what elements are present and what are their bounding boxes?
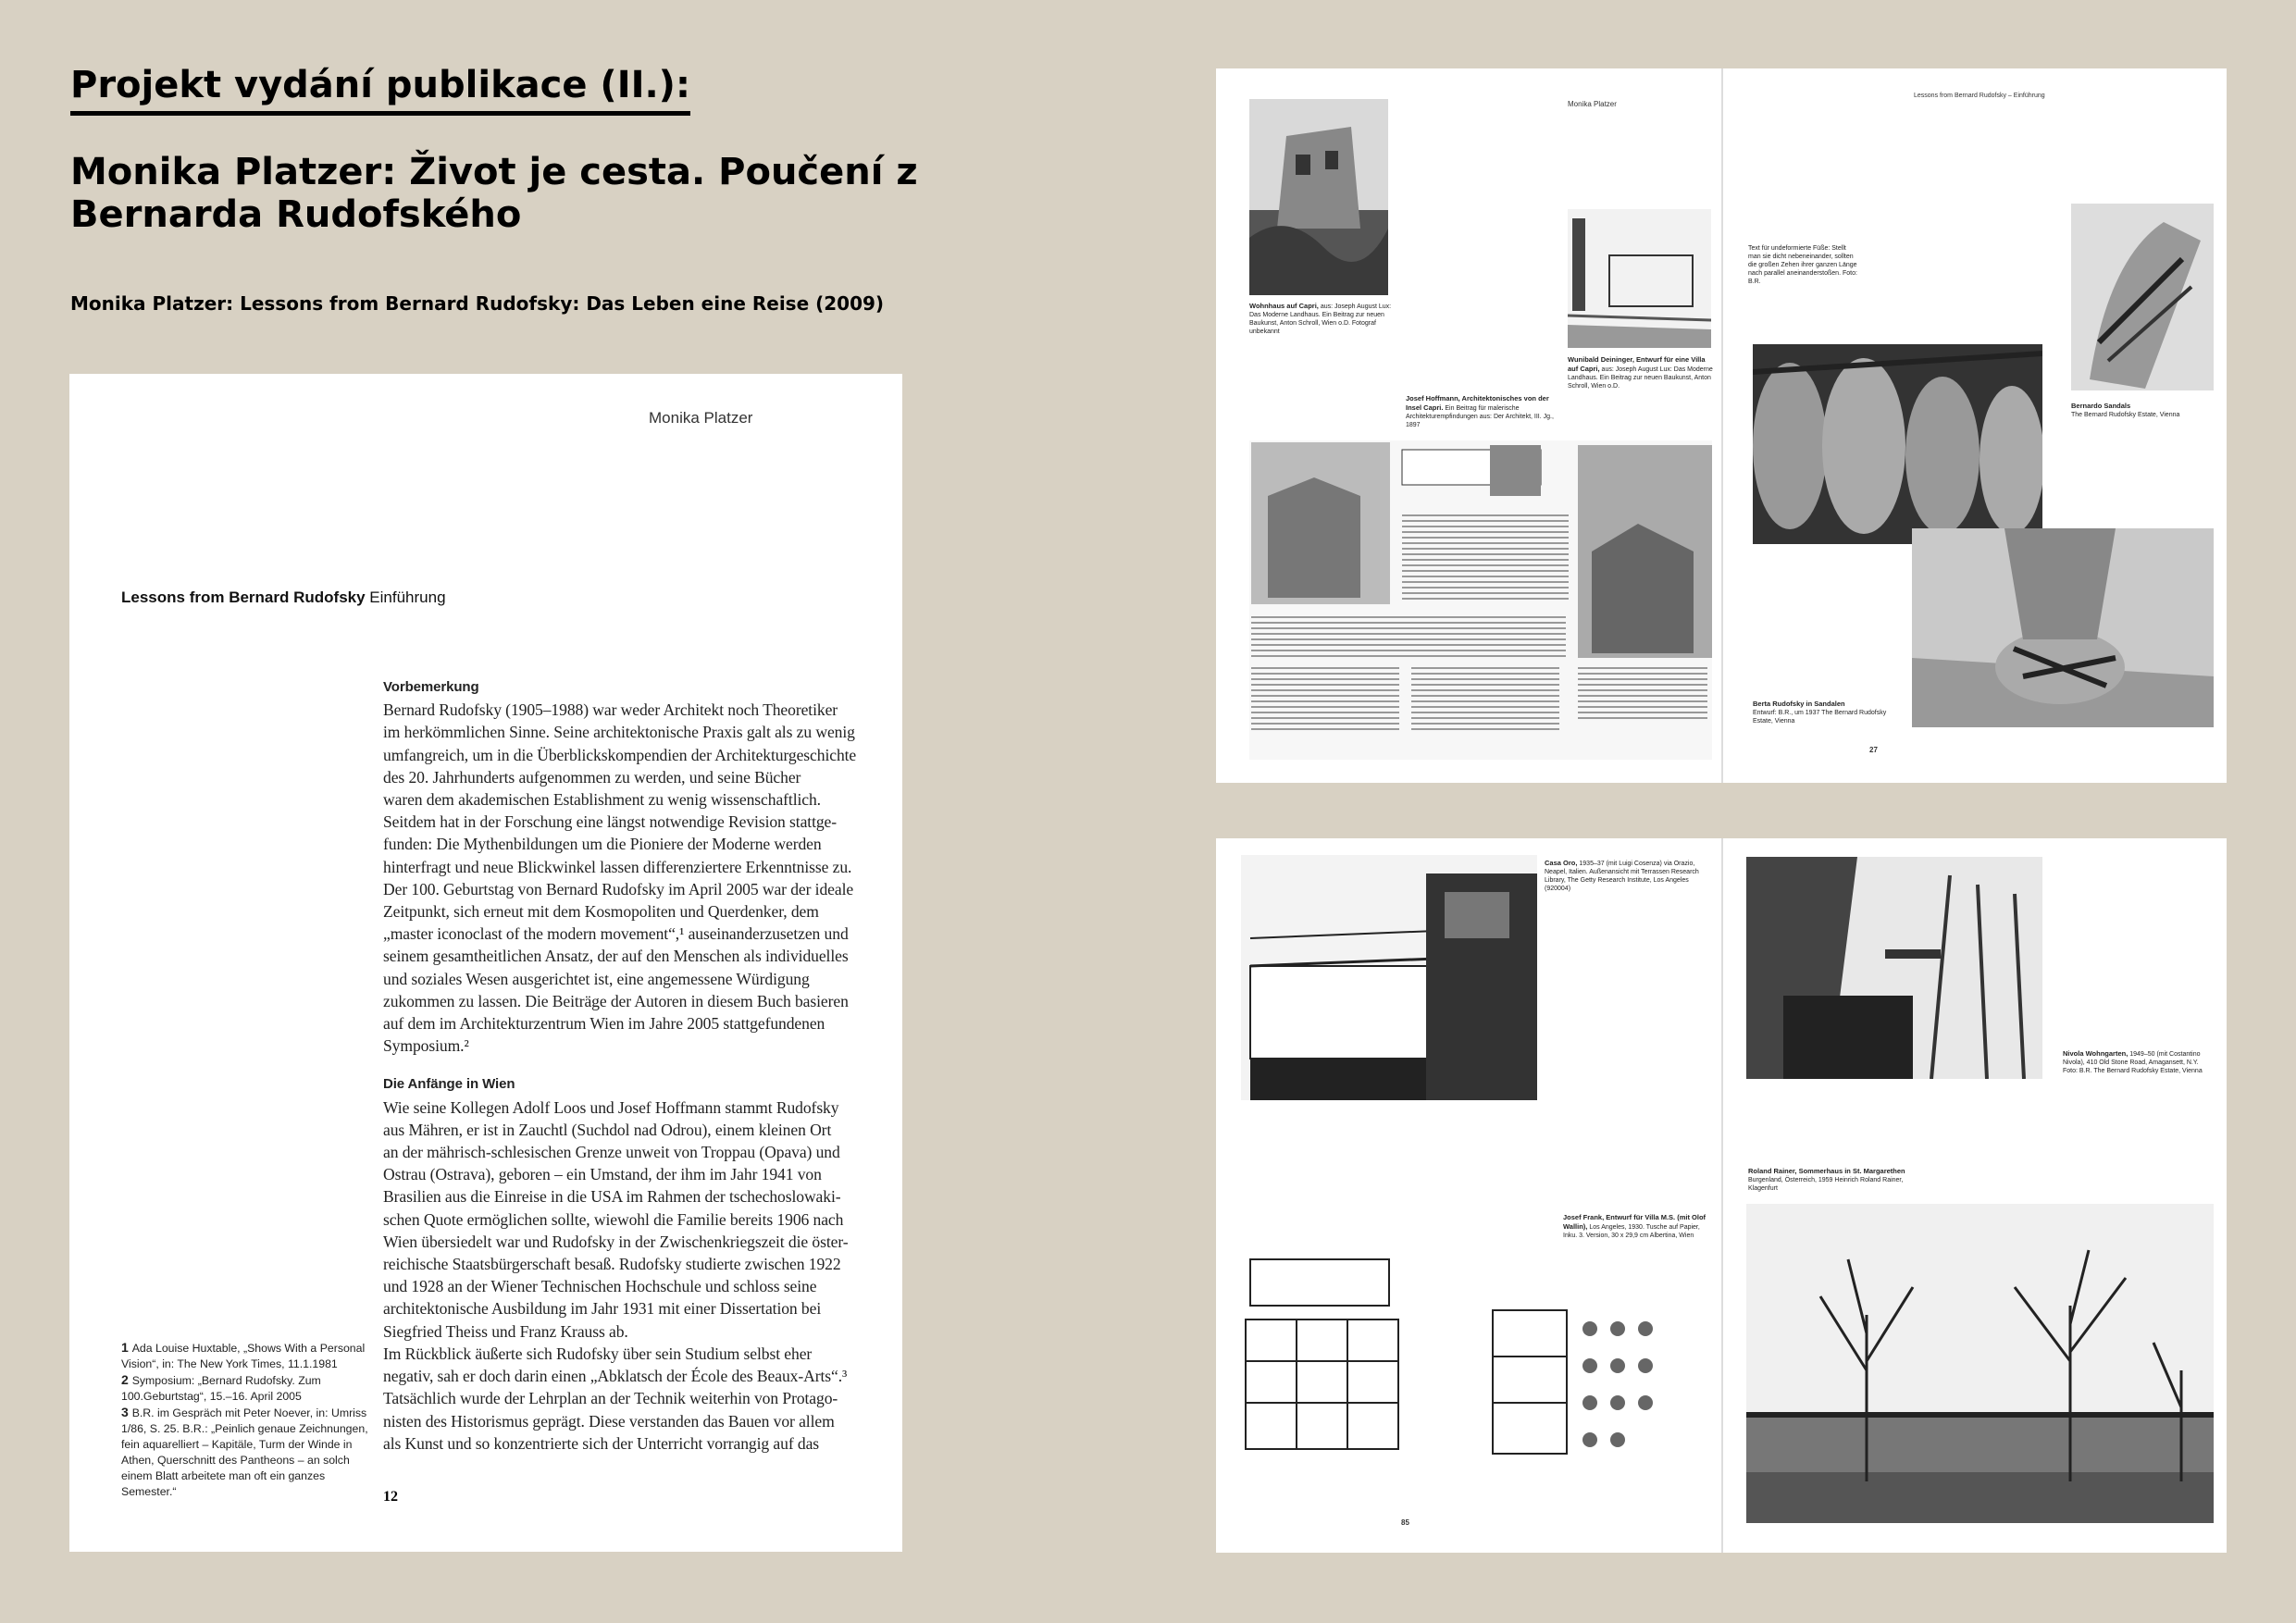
caption-deininger: Wunibald Deininger, Entwurf für eine Villa auf Capri, aus: Joseph August Lux: Das Moderne Landhaus. Ein Beitrag zur neuen Baukunst, Anton Schroll, Wien o.D. xyxy=(1568,355,1713,390)
paragraph1-line: des 20. Jahrhunderts aufgenommen zu werden, und seine Bücher xyxy=(383,767,801,787)
paragraph1-line: Zeitpunkt, sich erneut mit dem Kosmopoliten und Querdenker, dem xyxy=(383,902,819,922)
footnote-line: Semester.“ xyxy=(121,1485,177,1498)
paragraph1-line: hinterfragt und neue Blickwinkel lassen differenziertere Erkenntnisse zu. xyxy=(383,857,852,876)
paragraph1-line: seinem gesamtheitlichen Ansatz, der auf den Menschen als individuelles xyxy=(383,947,849,966)
publication-heading: Monika Platzer: Život je cesta. Poučení z Bernarda Rudofského xyxy=(70,151,918,236)
section-title-bold: Lessons from Bernard Rudofsky xyxy=(121,588,366,606)
spread1-left-head: Monika Platzer xyxy=(1568,100,1617,108)
floorplan-1 xyxy=(1241,1250,1403,1452)
running-head: Monika Platzer xyxy=(649,409,753,427)
spread1-page-number: 27 xyxy=(1869,746,1878,754)
photo-feet xyxy=(1753,344,2042,544)
main-page-scan xyxy=(69,374,902,1552)
footnote-line: 3 B.R. im Gespräch mit Peter Noever, in: Umriss xyxy=(121,1405,367,1419)
book-spread-houses xyxy=(1216,838,2227,1553)
section-title xyxy=(121,588,446,607)
paragraph2-line: Tatsächlich wurde der Lehrplan an der Technik weiterhin von Protago- xyxy=(383,1389,838,1408)
footnote-line: 2 Symposium: „Bernard Rudofsky. Zum xyxy=(121,1372,321,1387)
paragraph2-line: und 1928 an der Wiener Technischen Hochschule und schloss seine xyxy=(383,1277,817,1296)
caption-nivola: Nivola Wohngarten, 1949–50 (mit Costantino Nivola), 410 Old Stone Road, Amagansett, N.Y. Foto: B.R. The Bernard Rudofsky Estate, Vienna xyxy=(2063,1049,2203,1074)
slide-title: Projekt vydání publikace (II.): xyxy=(70,63,690,116)
paragraph2-line: architektonische Ausbildung im Jahr 1931 mit einer Dissertation bei xyxy=(383,1299,822,1319)
footnote-number: 3 xyxy=(121,1405,132,1419)
paragraph1-line: funden: Die Mythenbildungen um die Pioniere der Moderne werden xyxy=(383,835,822,854)
paragraph2-line: negativ, sah er doch darin einen „Abklatsch der École des Beaux-Arts“.³ xyxy=(383,1367,848,1386)
paragraph2-line: Siegfried Theiss und Franz Krauss ab. xyxy=(383,1321,628,1341)
spread2-page-number: 85 xyxy=(1401,1518,1409,1527)
paragraph1-line: Seitdem hat in der Forschung eine längst notwendige Revision stattge- xyxy=(383,812,838,832)
photo-berta-sandals xyxy=(1912,528,2214,727)
photo-sandals xyxy=(2071,204,2214,390)
paragraph2-line: Im Rückblick äußerte sich Rudofsky über sein Studium selbst eher xyxy=(383,1344,813,1363)
page-number: 12 xyxy=(383,1489,398,1505)
footnote-line: Athen, Querschnitt des Pantheons – an solch xyxy=(121,1454,350,1467)
body-heading-1: Vorbemerkung xyxy=(383,679,479,695)
caption-sandals: Bernardo Sandals The Bernard Rudofsky Estate, Vienna xyxy=(2071,402,2180,418)
paragraph1-line: „master iconoclast of the modern movement“,¹ auseinanderzusetzen und xyxy=(383,924,849,944)
paragraph2-line: Wien übersiedelt war und Rudofsky in der Zwischenkriegszeit die öster- xyxy=(383,1232,849,1251)
body-heading-2: Die Anfänge in Wien xyxy=(383,1076,515,1093)
footnote-line: Vision“, in: The New York Times, 11.1.1981 xyxy=(121,1357,338,1370)
footnote-line: einem Blatt arbeitete man oft ein ganzes xyxy=(121,1469,326,1482)
body-paragraph-1 xyxy=(383,699,883,1057)
footnote-line: fein aquarelliert – Kapitäle, Turm der Winde in xyxy=(121,1438,353,1451)
footnote-line: 100.Geburtstag“, 15.–16. April 2005 xyxy=(121,1390,302,1403)
section-title-light: Einführung xyxy=(369,588,446,606)
caption-foot-text: Text für undeformierte Füße: Stellt man sie dicht nebeneinander, sollten die großen Zehen ihrer ganzen Länge nach parallel aneinanderstoßen. Foto: B.R. xyxy=(1748,245,1857,285)
paragraph1-line: und soziales Wesen ausgerichtet ist, eine angemessene Würdigung xyxy=(383,969,810,988)
caption-rainer: Roland Rainer, Sommerhaus in St. Margarethen Burgenland, Österreich, 1959 Heinrich Roland Rainer, Klagenfurt xyxy=(1748,1167,1905,1192)
paragraph1-line: auf dem im Architekturzentrum Wien im Jahre 2005 stattgefundenen xyxy=(383,1014,825,1034)
slide-heading-block xyxy=(70,63,1107,236)
paragraph1-line: Symposium.² xyxy=(383,1036,469,1056)
magazine-page-hoffmann xyxy=(1249,440,1712,760)
caption-hoffmann: Josef Hoffmann, Architektonisches von der Insel Capri. Ein Beitrag für malerische Architekturempfindungen aus: Der Architekt, III. Jg., 1897 xyxy=(1406,394,1554,428)
spread1-right-head: Lessons from Bernard Rudofsky – Einführung xyxy=(1914,93,2045,99)
footnote-number: 1 xyxy=(121,1340,132,1355)
paragraph2-line: schen Quote ermöglichen sollte, wiewohl die Familie bereits 1906 nach xyxy=(383,1209,844,1229)
slide-subtitle: Monika Platzer: Lessons from Bernard Rudofsky: Das Leben eine Reise (2009) xyxy=(70,292,885,315)
paragraph2-line: Ostrau (Ostrava), geboren – ein Umstand, der ihm im Jahr 1941 von xyxy=(383,1165,822,1184)
photo-rainer-summerhouse xyxy=(1746,1204,2214,1523)
caption-casa-oro: Casa Oro, 1935–37 (mit Luigi Cosenza) via Orazio, Neapel, Italien. Außenansicht mit Terrassen Research Library, The Getty Research Institute, Los Angeles (920004) xyxy=(1545,859,1699,892)
body-paragraph-2 xyxy=(383,1096,883,1455)
footnote-line: 1/86, S. 25. B.R.: „Peinlich genaue Zeichnungen, xyxy=(121,1422,368,1435)
footnote-number: 2 xyxy=(121,1372,132,1387)
photo-nivola-garden xyxy=(1746,857,2042,1079)
paragraph1-line: Bernard Rudofsky (1905–1988) war weder Architekt noch Theoretiker xyxy=(383,700,838,720)
caption-josef-frank: Josef Frank, Entwurf für Villa M.S. (mit Olof Wallin), Los Angeles, 1930. Tusche auf Papier, Inku. 3. Version, 30 x 29,9 cm Albertina, Wien xyxy=(1563,1213,1706,1239)
paragraph2-line: aus Mähren, er ist in Zauchtl (Suchdol nad Odrou), einem kleinen Ort xyxy=(383,1120,832,1139)
paragraph1-line: Der 100. Geburtstag von Bernard Rudofsky im April 2005 war der ideale xyxy=(383,879,854,898)
paragraph1-line: waren dem akademischen Establishment zu wenig wissenschaftlich. xyxy=(383,790,821,810)
body-text-column xyxy=(383,676,883,1455)
book-spread-capri xyxy=(1216,68,2227,783)
floorplan-2 xyxy=(1488,1301,1662,1458)
caption-berta: Berta Rudofsky in Sandalen Entwurf: B.R., um 1937 The Bernard Rudofsky Estate, Vienna xyxy=(1753,700,1887,725)
caption-capri: Wohnhaus auf Capri, aus: Joseph August Lux: Das Moderne Landhaus. Ein Beitrag zur neuen Baukunst, Anton Schroll, Wien o.D. Fotograf unbekannt xyxy=(1249,302,1392,335)
paragraph2-line: als Kunst und so konzentrierte sich der Unterricht vorrangig auf das xyxy=(383,1433,820,1453)
paragraph1-line: im herkömmlichen Sinne. Seine architektonische Praxis galt als zu wenig xyxy=(383,723,855,742)
paragraph2-line: an der mährisch-schlesischen Grenze unweit von Troppau (Opava) und xyxy=(383,1143,840,1162)
photo-casa-oro xyxy=(1241,855,1537,1100)
paragraph2-line: Brasilien aus die Einreise in die USA im Rahmen der tschechoslowaki- xyxy=(383,1187,841,1207)
paragraph2-line: nisten des Historismus geprägt. Diese verstanden das Bauen vor allem xyxy=(383,1411,835,1431)
footnotes xyxy=(121,1340,371,1500)
paragraph1-line: zukommen zu lassen. Die Beiträge der Autoren in diesem Buch basieren xyxy=(383,991,849,1010)
footnote-line: 1 Ada Louise Huxtable, „Shows With a Personal xyxy=(121,1340,366,1355)
paragraph2-line: reichische Staatsbürgerschaft besaß. Rudofsky studierte zwischen 1922 xyxy=(383,1255,841,1274)
photo-capri-house xyxy=(1249,99,1388,295)
sketch-villa-capri xyxy=(1568,209,1711,348)
paragraph1-line: umfangreich, um in die Überblickskompendien der Architekturgeschichte xyxy=(383,745,857,764)
paragraph2-line: Wie seine Kollegen Adolf Loos und Josef Hoffmann stammt Rudofsky xyxy=(383,1097,839,1117)
